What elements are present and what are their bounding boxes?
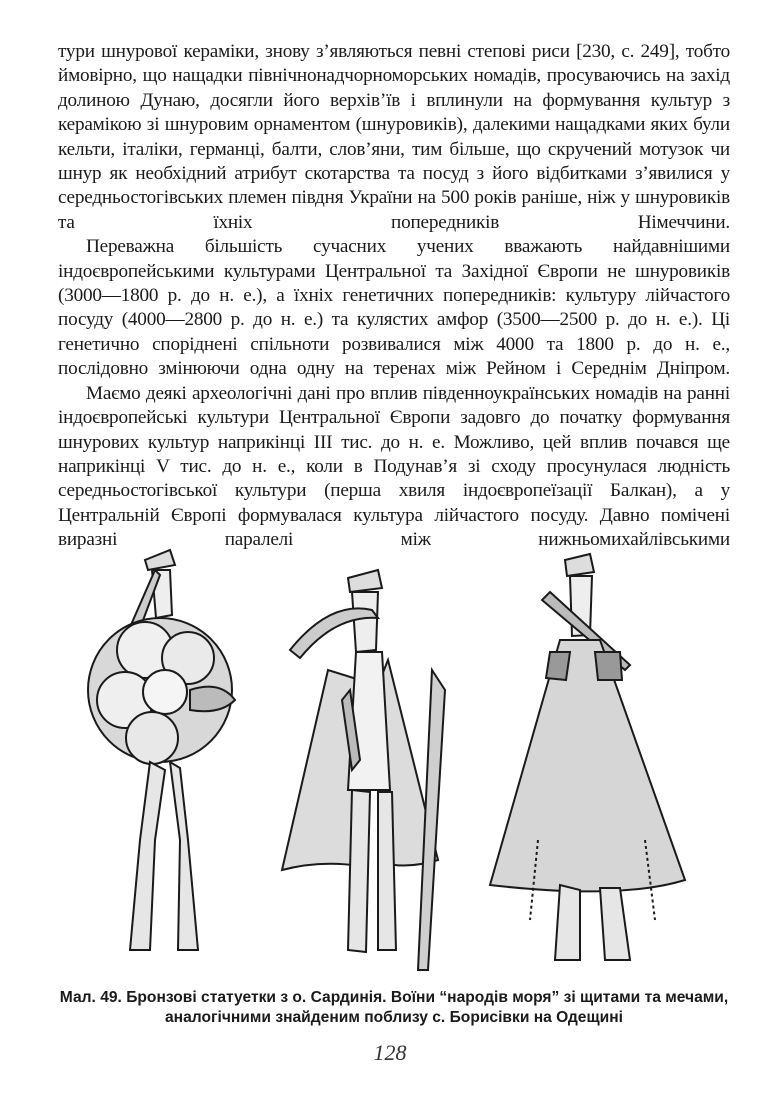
statuette-bell-cloak-warrior xyxy=(490,554,685,960)
page-number: 128 xyxy=(373,1040,407,1065)
paragraph-3: Маємо деякі археологічні дані про вплив південноукраїнських номадів на ранні індоєвропейські культури Центральної Європи задовго до початку формування шнурових культур наприкінці III тис. до н. е. Можливо, цей вплив почався ще наприкінці V тис. до н. е., коли в Подунав’я зі сходу просунулася людність середньостогівської культури (перша хвиля індоєвропеїзації Балкан), а у Центральній Європі формувалася культура лійчастого посуду. Давно помічені виразні паралелі між нижньомихайлівськими xyxy=(58,382,730,551)
text-column xyxy=(58,40,730,553)
statuettes-illustration xyxy=(60,540,720,980)
figure-caption: Мал. 49. Бронзові статуетки з о. Сардинія. Воїни “народів моря” зі щитами та мечами, аналогічними знайденим поблизу с. Борисівки на Одещині xyxy=(59,989,729,1026)
statuette-cloaked-warrior-sword xyxy=(282,570,445,970)
figure-bronze-statuettes xyxy=(60,540,720,980)
paragraph-2: Переважна більшість сучасних учених вважають найдавнішими індоєвропейськими культурами Центральної та Західної Європи не шнуровиків (3000—1800 р. до н. е.), а їхніх генетичних попередників: культуру лійчастого посуду (4000—2800 р. до н. е.) та кулястих амфор (3500—2500 р. до н. е.). Ці генетично споріднені спільноти розвивалися між 4000 та 1800 р. до н. е., послідовно змінюючи одна одну на теренах між Рейном і Середнім Дніпром. xyxy=(58,236,730,380)
paragraph-1: тури шнурової кераміки, знову з’являються певні степові риси [230, с. 249], тобто ймовірно, що нащадки північнонадчорноморських номадів, просуваючись на захід долиною Дунаю, досягли його верхів’їв і вплинули на формування культур з керамікою зі шнуровим орнаментом (шнуровиків), далекими нащадками яких були кельти, італіки, германці, балти, слов’яни, тим більше, що скручений мотузок чи шнур як необхідний атрибут скотарства та посуд з його відбитками з’явилися у середньостогівських племен півдня України на 500 років раніше, ніж у шнуровиків та їхніх попередників Німеччини. xyxy=(58,41,730,233)
statuette-shield-warrior xyxy=(88,550,235,950)
